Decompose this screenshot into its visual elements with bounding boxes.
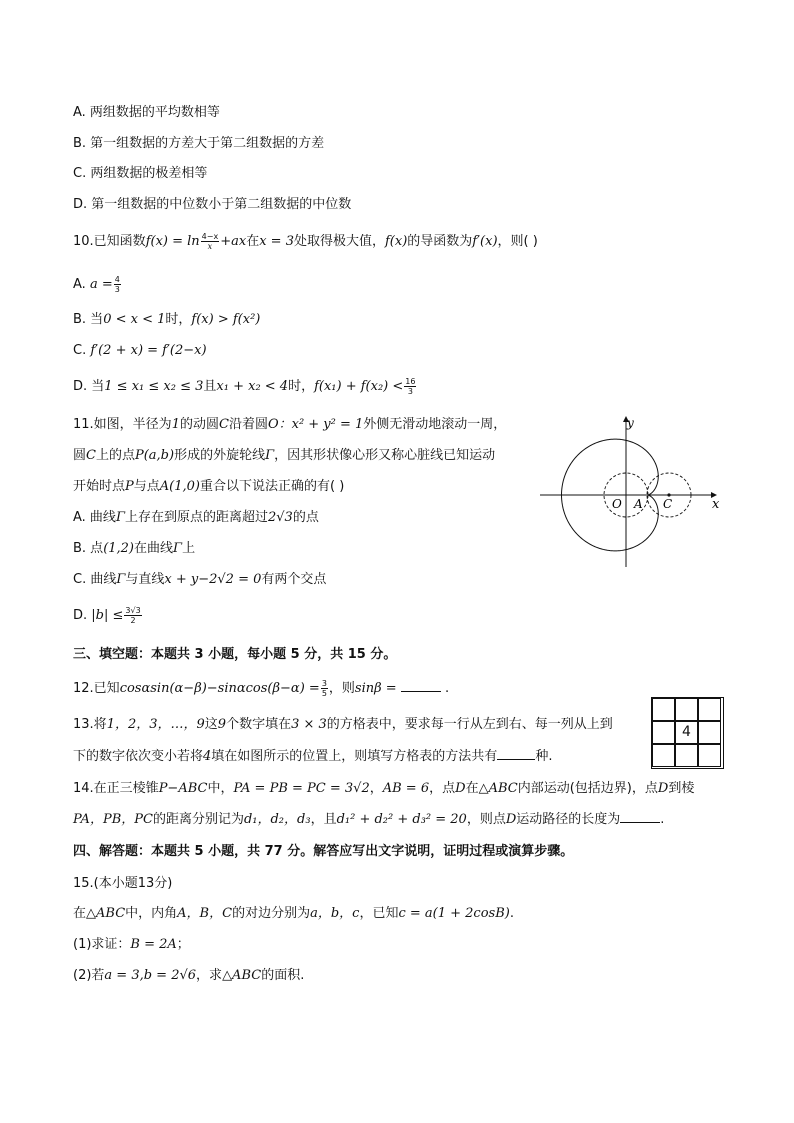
math: D	[657, 781, 669, 796]
text: 中，	[207, 781, 234, 796]
q10-text: ，则( )	[497, 234, 538, 249]
text: 与直线	[125, 572, 165, 587]
q10-stem-text: 10.已知函数	[73, 234, 146, 249]
fraction	[404, 377, 416, 396]
y-label: y	[627, 416, 634, 430]
text: ，则点	[466, 812, 506, 827]
math: Γ	[115, 510, 125, 525]
q9-option-b: B. 第一组数据的方差大于第二组数据的方差	[73, 136, 325, 151]
math-expr: x₁ + x₂ < 4	[216, 379, 289, 394]
q11-stem-line2	[73, 447, 495, 465]
math-expr: a =	[89, 277, 113, 292]
math: Γ	[265, 448, 275, 463]
option-text: 时，	[165, 312, 192, 327]
q10-point: x = 3	[259, 234, 294, 249]
q10-option-a	[73, 275, 122, 294]
answer-blank[interactable]	[620, 810, 660, 823]
q11-option-c	[73, 571, 326, 589]
text: 有两个交点	[261, 572, 327, 587]
math: P(a,b)	[134, 448, 175, 463]
text: 填在如图所示的位置上，则填写方格表的方法共有	[211, 749, 498, 764]
math: B = 2A	[130, 937, 177, 952]
q15-heading: 15.(本小题13分)	[73, 876, 173, 891]
text: 11.如图，半径为	[73, 417, 172, 432]
frac-num: 3√3	[125, 606, 141, 615]
text: 上	[182, 541, 196, 556]
text: 12.已知	[73, 681, 120, 696]
math: 3 × 3	[291, 717, 327, 732]
math: C	[218, 417, 229, 432]
q14-line2	[73, 810, 664, 829]
math: x + y−2√2 = 0	[164, 572, 262, 587]
grid-cell	[698, 721, 721, 744]
q9-option-c: C. 两组数据的极差相等	[73, 166, 208, 181]
text: ，	[369, 781, 383, 796]
q15-part2	[73, 967, 304, 985]
math: c = a(1 + 2cosB)	[398, 906, 510, 921]
text: 的面积.	[261, 968, 305, 983]
text: (2)若	[73, 968, 105, 983]
fraction	[114, 275, 121, 294]
math: A，B，C	[177, 906, 233, 921]
math: A(1,0)	[159, 479, 200, 494]
text: 内部运动(包括边界)，点	[517, 781, 658, 796]
text: 形成的外旋轮线	[174, 448, 266, 463]
q10-frac-num: 4−x	[201, 232, 219, 241]
text: 这	[204, 717, 218, 732]
frac-den: 3	[114, 285, 120, 294]
math: D	[505, 812, 517, 827]
text: B. 点	[73, 541, 104, 556]
text: 沿着圆	[228, 417, 268, 432]
text: .	[660, 812, 665, 827]
text: 重合以下说法正确的有( )	[200, 479, 345, 494]
text: ，已知	[359, 906, 399, 921]
math: Γ	[173, 541, 183, 556]
q10-option-c	[73, 342, 207, 360]
math: 1，2，3，…，9	[106, 717, 205, 732]
math: Γ	[116, 572, 126, 587]
q10-option-b	[73, 311, 260, 329]
option-letter: A.	[73, 277, 90, 292]
fraction	[124, 606, 141, 625]
text: 外侧无滑动地滚动一周，	[363, 417, 507, 432]
math: C	[86, 448, 96, 463]
q10-fx: f(x)	[384, 234, 408, 249]
text: .	[509, 906, 514, 921]
frac-num: 4	[114, 275, 120, 284]
math: cosαsin(α−β)−sinαcos(β−α)	[119, 681, 305, 696]
frac-den: 5	[321, 689, 327, 698]
math: 1	[171, 417, 180, 432]
math: a = 3,b = 2√6	[104, 968, 197, 983]
q11-option-d	[73, 606, 143, 625]
text: 的动圆	[179, 417, 219, 432]
math: (1,2)	[103, 541, 135, 556]
text: ；	[176, 937, 190, 952]
math: d₁² + d₂² + d₃² = 20	[336, 812, 467, 827]
frac-num: 16	[405, 377, 416, 386]
q12-stem	[73, 679, 449, 698]
text: .	[444, 681, 450, 696]
math: sinβ =	[354, 681, 397, 696]
text: 13.将	[73, 717, 107, 732]
option-text: 且	[203, 379, 217, 394]
text: ，因其形状像心形又称心脏线已知运动	[274, 448, 496, 463]
frac-num: 3	[321, 679, 327, 688]
math: =	[308, 681, 320, 696]
answer-blank[interactable]	[401, 679, 441, 692]
grid-cell	[652, 744, 675, 767]
text: 到棱	[668, 781, 695, 796]
text: 在曲线	[134, 541, 174, 556]
text: 上的点	[95, 448, 135, 463]
text: 14.在正三棱锥	[73, 781, 159, 796]
text: 与点	[133, 479, 160, 494]
grid-cell-four: 4	[675, 721, 698, 744]
math: △ABC	[478, 781, 518, 796]
q13-line1	[73, 716, 613, 734]
q10-frac-den: x	[207, 242, 213, 251]
math-expr: 0 < x < 1	[103, 312, 166, 327]
grid-cell	[675, 698, 698, 721]
text: 的方格表中，要求每一行从左到右、每一列从上到	[326, 717, 613, 732]
grid-cell	[698, 744, 721, 767]
grid-3x3	[651, 697, 724, 769]
section-4-heading: 四、解答题：本题共 5 小题，共 77 分。解答应写出文字说明，证明过程或演算步骤。	[73, 844, 574, 859]
text: ，求	[196, 968, 223, 983]
text: 在	[73, 906, 87, 921]
q10-option-d	[73, 377, 417, 396]
q10-function: f(x) = ln	[145, 234, 200, 249]
q15-stem	[73, 905, 514, 923]
math: △ABC	[86, 906, 126, 921]
x-label: x	[712, 497, 720, 512]
text: ，点	[429, 781, 456, 796]
text: 种.	[535, 749, 553, 764]
section-3-heading: 三、填空题：本题共 3 小题，每小题 5 分，共 15 分。	[73, 647, 397, 662]
q10-derivative: f′(x)	[472, 234, 498, 249]
text: 的对边分别为	[232, 906, 311, 921]
q10-stem	[73, 232, 538, 251]
point-c-label: C	[663, 497, 673, 511]
math: D	[455, 781, 466, 796]
fraction	[321, 679, 328, 698]
q14-line1	[73, 780, 694, 798]
grid-cell	[652, 721, 675, 744]
math: △ABC	[222, 968, 262, 983]
math: PA = PB = PC = 3√2	[233, 781, 370, 796]
math: 2√3	[267, 510, 293, 525]
math: AB = 6	[382, 781, 430, 796]
text: 运动路径的长度为	[516, 812, 621, 827]
math: P−ABC	[158, 781, 208, 796]
text: 开始时点	[73, 479, 126, 494]
option-text: 时，	[288, 379, 315, 394]
math: 4	[203, 749, 212, 764]
math: d₁，d₂，d₃	[243, 812, 311, 827]
math-expr: 1 ≤ x₁ ≤ x₂ ≤ 3	[104, 379, 204, 394]
math: PA，PB，PC	[73, 812, 153, 827]
math-expr: f(x) > f(x²)	[191, 312, 261, 327]
point-a-label: A	[634, 497, 643, 511]
frac-den: 2	[130, 616, 136, 625]
cardioid-figure	[540, 413, 724, 569]
text: C. 曲线	[73, 572, 117, 587]
q11-stem-line3	[73, 478, 344, 496]
math: |b| ≤	[91, 608, 124, 623]
answer-blank[interactable]	[497, 747, 535, 760]
q9-option-a: A. 两组数据的平均数相等	[73, 105, 220, 120]
text: 圆	[73, 448, 87, 463]
frac-den: 3	[407, 387, 413, 396]
text: 的点	[292, 510, 319, 525]
grid-cell	[698, 698, 721, 721]
q10-text: 在	[246, 234, 260, 249]
option-text: D. 当	[73, 379, 105, 394]
origin-label: O	[612, 497, 622, 511]
math-expr: f′(2 + x) = f′(2−x)	[90, 343, 207, 358]
math: O：x² + y² = 1	[267, 417, 364, 432]
text: ，且	[310, 812, 337, 827]
grid-cell	[652, 698, 675, 721]
math-expr: f(x₁) + f(x₂) <	[314, 379, 404, 394]
text: D.	[73, 608, 92, 623]
text: 个数字填在	[226, 717, 292, 732]
math: P	[125, 479, 134, 494]
math: a，b，c	[310, 906, 360, 921]
text: ，则	[328, 681, 355, 696]
q11-option-a	[73, 509, 319, 527]
q10-text: 处取得极大值，	[293, 234, 385, 249]
option-text: B. 当	[73, 312, 104, 327]
text: (1)求证：	[73, 937, 131, 952]
text: A. 曲线	[73, 510, 116, 525]
text: 在	[465, 781, 479, 796]
text: 下的数字依次变小若将	[73, 749, 204, 764]
q10-term: +ax	[220, 234, 247, 249]
q11-option-b	[73, 540, 195, 558]
grid-cell	[675, 744, 698, 767]
text: 上存在到原点的距离超过	[124, 510, 268, 525]
q11-stem-line1	[73, 416, 506, 434]
math: 9	[217, 717, 227, 732]
text: 的距离分别记为	[152, 812, 244, 827]
q10-text: 的导函数为	[407, 234, 473, 249]
q10-fraction	[201, 232, 220, 251]
text: 中，内角	[125, 906, 178, 921]
option-letter: C.	[73, 343, 91, 358]
q15-part1	[73, 936, 190, 954]
q9-option-d: D. 第一组数据的中位数小于第二组数据的中位数	[73, 197, 352, 212]
q13-line2	[73, 747, 552, 766]
